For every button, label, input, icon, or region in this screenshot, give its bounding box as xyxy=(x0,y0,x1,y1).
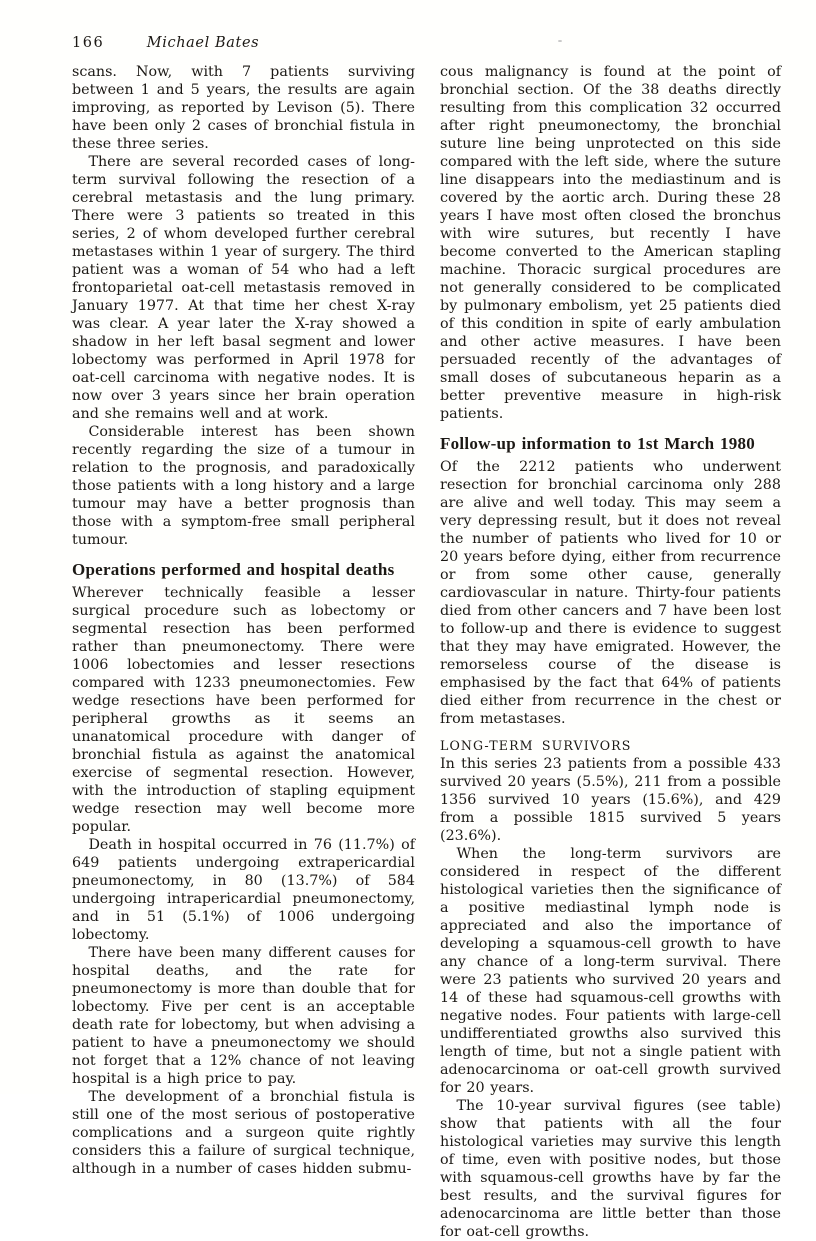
section-heading-followup: Follow-up information to 1st March 1980 xyxy=(440,434,756,453)
paragraph-survival-series: In this series 23 patients from a possible 433 survived 20 years (5.5%), 211 from a possible 1356 survived 10 years (15.6%), and 429 from a possible 1815 survived 5 years (23.6%). xyxy=(440,756,781,844)
paragraph-death-causes: There have been many different causes for hospital deaths, and the rate for pneumonectomy is more than double that for lobectomy. Five per cent is an acceptable death rate for lobectomy, but when advising a patient to have a pneumonectomy we should not forget that a 12% chance of not leaving hospital is a high price to pay. xyxy=(72,945,415,1087)
scan-speckle xyxy=(558,40,562,42)
paragraph-ten-year-figures: The 10-year survival figures (see table) show that patients with all the four histological varieties may survive this length of time, even with positive nodes, but those with squamous-cell growths have by far the best results, and the survival figures for adenocarcinoma are little better than those for oat-cell growths. xyxy=(440,1098,781,1240)
paragraph-tumour-size: Considerable interest has been shown recently regarding the size of a tumour in relation to the prognosis, and paradoxically those patients with a long history and a large tumour may have a better prognosis than those with a symptom-free small peripheral tumour. xyxy=(72,424,415,548)
paragraph-lesser-procedures: Wherever technically feasible a lesser surgical procedure such as lobectomy or segmental resection has been performed rather than pneumonectomy. There were 1006 lobectomies and lesser resections compared with 1233 pneumonectomies. Few wedge resections have been performed for peripheral growths as it seems an unanatomical procedure with danger of bronchial fistula as against the anatomical exercise of segmental resection. However, with the introduction of stapling equipment wedge resection may well become more popular. xyxy=(72,585,415,835)
running-title: Michael Bates xyxy=(146,35,260,51)
paragraph-scans-continuation: scans. Now, with 7 patients surviving between 1 and 5 years, the results are again improving, as reported by Levison (5). There have been only 2 cases of bronchial fistula in these three series. xyxy=(72,64,415,152)
section-heading-operations: Operations performed and hospital deaths xyxy=(72,560,395,579)
left-column xyxy=(72,63,415,1178)
subsection-heading-long-term-survivors: LONG-TERM SURVIVORS xyxy=(440,738,632,753)
right-column xyxy=(440,63,781,1241)
paragraph-bronchial-fistula: The development of a bronchial fistula is still one of the most serious of postoperative complications and a surgeon quite rightly considers this a failure of surgical technique, although in a number of cases hidden submu- xyxy=(72,1089,415,1177)
paragraph-hospital-death-rates: Death in hospital occurred in 76 (11.7%) of 649 patients undergoing extrapericardial pneumonectomy, in 80 (13.7%) of 584 undergoing intrapericardial pneumonectomy, and in 51 (5.1%) of 1006 undergoing lobectomy. xyxy=(72,837,415,943)
paragraph-cerebral-metastasis: There are several recorded cases of long-term survival following the resection of a cerebral metastasis and the lung primary. There were 3 patients so treated in this series, 2 of whom developed further cerebral metastases within 1 year of surgery. The third patient was a woman of 54 who had a left frontoparietal oat-cell metastasis removed in January 1977. At that time her chest X-ray was clear. A year later the X-ray showed a shadow in her left basal segment and lower lobectomy was performed in April 1978 for oat-cell carcinoma with negative nodes. It is now over 3 years since her brain operation and she remains well and at work. xyxy=(72,154,415,422)
paragraph-histological-varieties: When the long-term survivors are considered in respect of the different histological varieties then the significance of a positive mediastinal lymph node is appreciated and also the importance of developing a squamous-cell growth to have any chance of a long-term survival. There were 23 patients who survived 20 years and 14 of these had squamous-cell growths with negative nodes. Four patients with large-cell undifferentiated growths also survived this length of time, but not a single patient with adenocarcinoma or oat-cell growth survived for 20 years. xyxy=(440,846,781,1096)
paragraph-followup-results: Of the 2212 patients who underwent resection for bronchial carcinoma only 288 are alive and well today. This may seem a very depressing result, but it does not reveal the number of patients who lived for 10 or 20 years before dying, either from recurrence or from some other cause, generally cardiovascular in nature. Thirty-four patients died from other cancers and 7 have been lost to follow-up and there is evidence to suggest that they may have emigrated. However, the remorseless course of the disease is emphasised by the fact that 64% of patients died either from recurrence in the chest or from metastases. xyxy=(440,459,781,727)
running-header xyxy=(72,35,782,51)
page-number: 166 xyxy=(72,35,105,51)
paragraph-cous-continuation: cous malignancy is found at the point of bronchial section. Of the 38 deaths directly resulting from this complication 32 occurred after right pneumonectomy, the bronchial suture line being unprotected on this side compared with the left side, where the suture line disappears into the mediastinum and is covered by the aortic arch. During these 28 years I have most often closed the bronchus with wire sutures, but recently I have become converted to the American stapling machine. Thoracic surgical procedures are not generally considered to be complicated by pulmonary embolism, yet 25 patients died of this condition in spite of early ambulation and other active measures. I have been persuaded recently of the advantages of small doses of subcutaneous heparin as a better preventive measure in high-risk patients. xyxy=(440,64,781,422)
